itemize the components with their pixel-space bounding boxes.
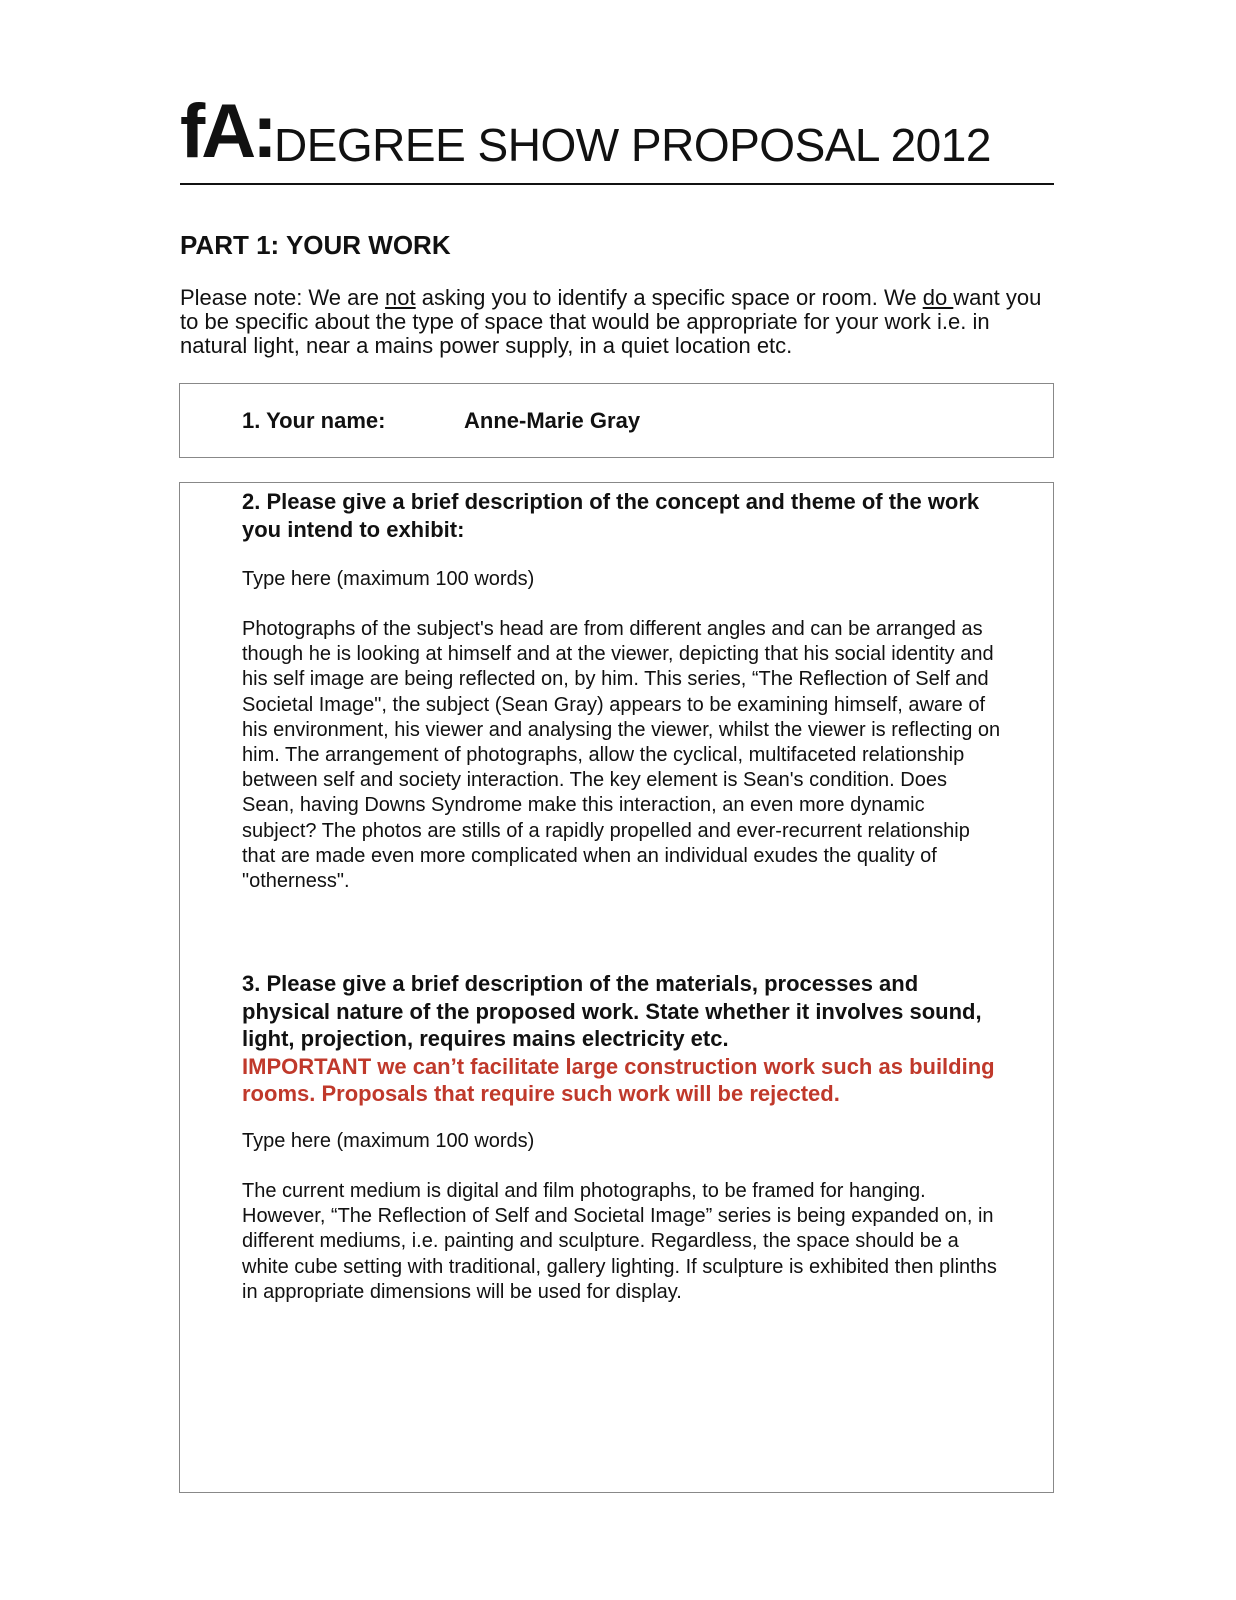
document-header <box>180 89 1054 184</box>
name-value[interactable]: Anne-Marie Gray <box>464 408 641 433</box>
question-2-answer[interactable]: Photographs of the subject's head are from different angles and can be arranged as though he is looking at himself and at the viewer, depicting that his social identity and his self image are being reflected on, by him. This series, “The Reflection of Self and Societal Image", the subject (Sean Gray) appears to be examining himself, aware of his environment, his viewer and analysing the viewer, whilst the viewer is reflecting on him. The arrangement of photographs, allow the cyclical, multifaceted relationship between self and society interaction. The key element is Sean's condition. Does Sean, having Downs Syndrome make this interaction, an even more dynamic subject? The photos are stills of a rapidly propelled and ever-recurrent relationship that are made even more complicated when an individual exudes the quality of "otherness". <box>242 618 1001 893</box>
note-text-3: want you to be specific about the type of space that would be appropriate for your work i.e. in natural light, near a mains power supply, in a quiet location etc. <box>180 285 1042 358</box>
name-label: 1. Your name: <box>242 408 386 433</box>
question-2-prompt: 2. Please give a brief description of the concept and theme of the work you intend to exhibit: <box>242 489 980 542</box>
part-title: PART 1: YOUR WORK <box>180 230 451 260</box>
question-3-block <box>242 970 1002 1108</box>
important-warning: IMPORTANT we can’t facilitate large construction work such as building rooms. Proposals that require such work will be rejected. <box>242 1053 995 1106</box>
name-field-box <box>179 383 1054 458</box>
question-2-hint: Type here (maximum 100 words) <box>242 568 535 590</box>
question-3-hint: Type here (maximum 100 words) <box>242 1130 535 1152</box>
instructions-note <box>180 286 1054 358</box>
note-text-2: asking you to identify a specific space or room. We <box>415 285 923 310</box>
document-title: DEGREE SHOW PROPOSAL 2012 <box>274 119 991 171</box>
question-3-prompt: 3. Please give a brief description of the materials, processes and physical nature of the proposed work. State whether it involves sound, light, projection, requires mains electricity etc. <box>242 971 982 1051</box>
header-divider <box>180 183 1054 185</box>
fa-logo: fA: <box>180 89 274 174</box>
questions-box <box>179 482 1054 1493</box>
question-3-answer[interactable]: The current medium is digital and film photographs, to be framed for hanging. However, “The Reflection of Self and Societal Image” series is being expanded on, in different mediums, i.e. painting and sculpture. Regardless, the space should be a white cube setting with traditional, gallery lighting. If sculpture is exhibited then plinths in appropriate dimensions will be used for display. <box>242 1180 997 1303</box>
note-text-1: Please note: We are <box>180 285 386 310</box>
note-emphasis-do: do <box>922 285 954 310</box>
note-emphasis-not: not <box>385 285 416 310</box>
